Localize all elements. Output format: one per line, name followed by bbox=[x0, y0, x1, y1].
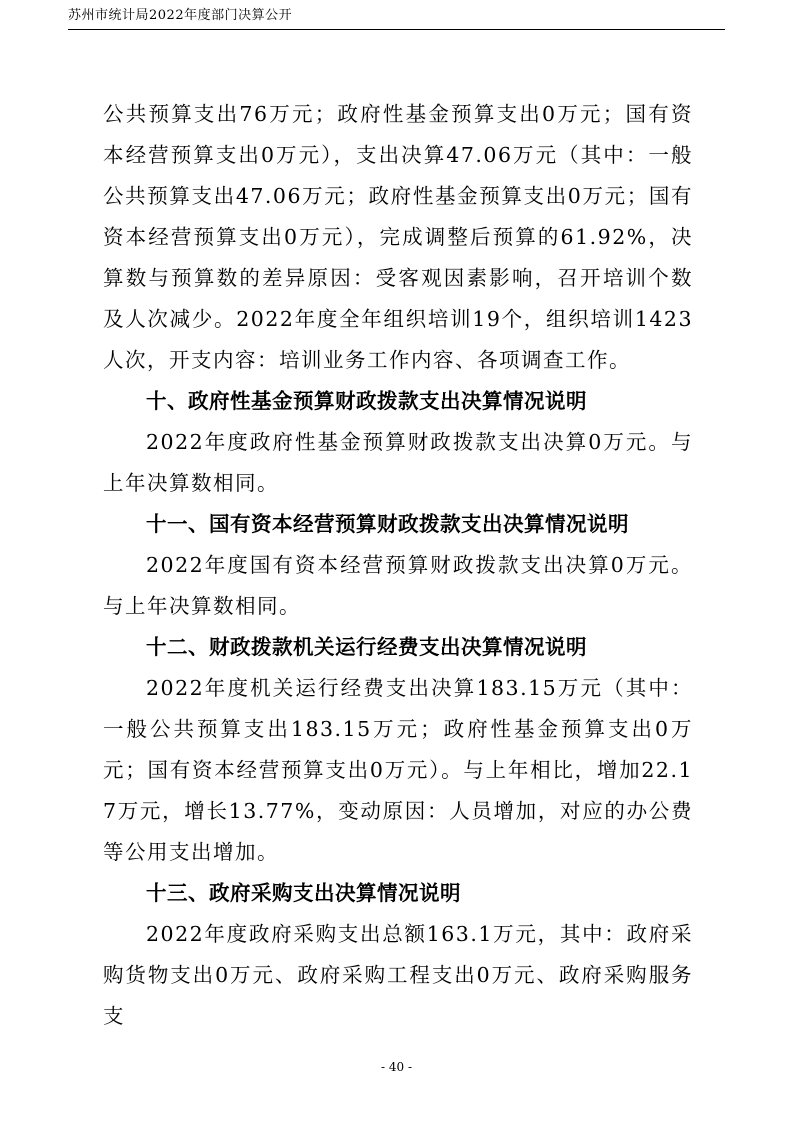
document-body bbox=[103, 94, 693, 1037]
section-heading-11: 十一、国有资本经营预算财政拨款支出决算情况说明 bbox=[146, 512, 629, 536]
section-heading-10: 十、政府性基金预算财政拨款支出决算情况说明 bbox=[146, 389, 587, 413]
header-divider bbox=[68, 29, 725, 30]
section-heading-12: 十二、财政拨款机关运行经费支出决算情况说明 bbox=[146, 635, 587, 659]
page-header-title: 苏州市统计局2022年度部门决算公开 bbox=[68, 8, 293, 23]
paragraph-training-expenses: 公共预算支出76万元；政府性基金预算支出0万元；国有资本经营预算支出0万元），支出决算47.06万元（其中：一般公共预算支出47.06万元；政府性基金预算支出0万元；国有资本经营预算支出0万元），完成调整后预算的61.92%，决算数与预算数的差异原因：受客观因素影响，召开培训个数及人次减少。2022年度全年组织培训19个，组织培训1423人次，开支内容：培训业务工作内容、各项调查工作。 bbox=[103, 102, 693, 372]
paragraph-government-fund: 2022年度政府性基金预算财政拨款支出决算0万元。与上年决算数相同。 bbox=[103, 430, 693, 495]
page-number: - 40 - bbox=[380, 1060, 412, 1074]
section-heading-13: 十三、政府采购支出决算情况说明 bbox=[146, 881, 461, 905]
paragraph-procurement: 2022年度政府采购支出总额163.1万元，其中：政府采购货物支出0万元、政府采购工程支出0万元、政府采购服务支 bbox=[103, 922, 693, 1028]
paragraph-operating-expenses: 2022年度机关运行经费支出决算183.15万元（其中：一般公共预算支出183.15万元；政府性基金预算支出0万元；国有资本经营预算支出0万元）。与上年相比，增加22.17万元，增长13.77%，变动原因：人员增加，对应的办公费等公用支出增加。 bbox=[103, 676, 693, 864]
paragraph-state-capital: 2022年度国有资本经营预算财政拨款支出决算0万元。与上年决算数相同。 bbox=[103, 553, 693, 618]
